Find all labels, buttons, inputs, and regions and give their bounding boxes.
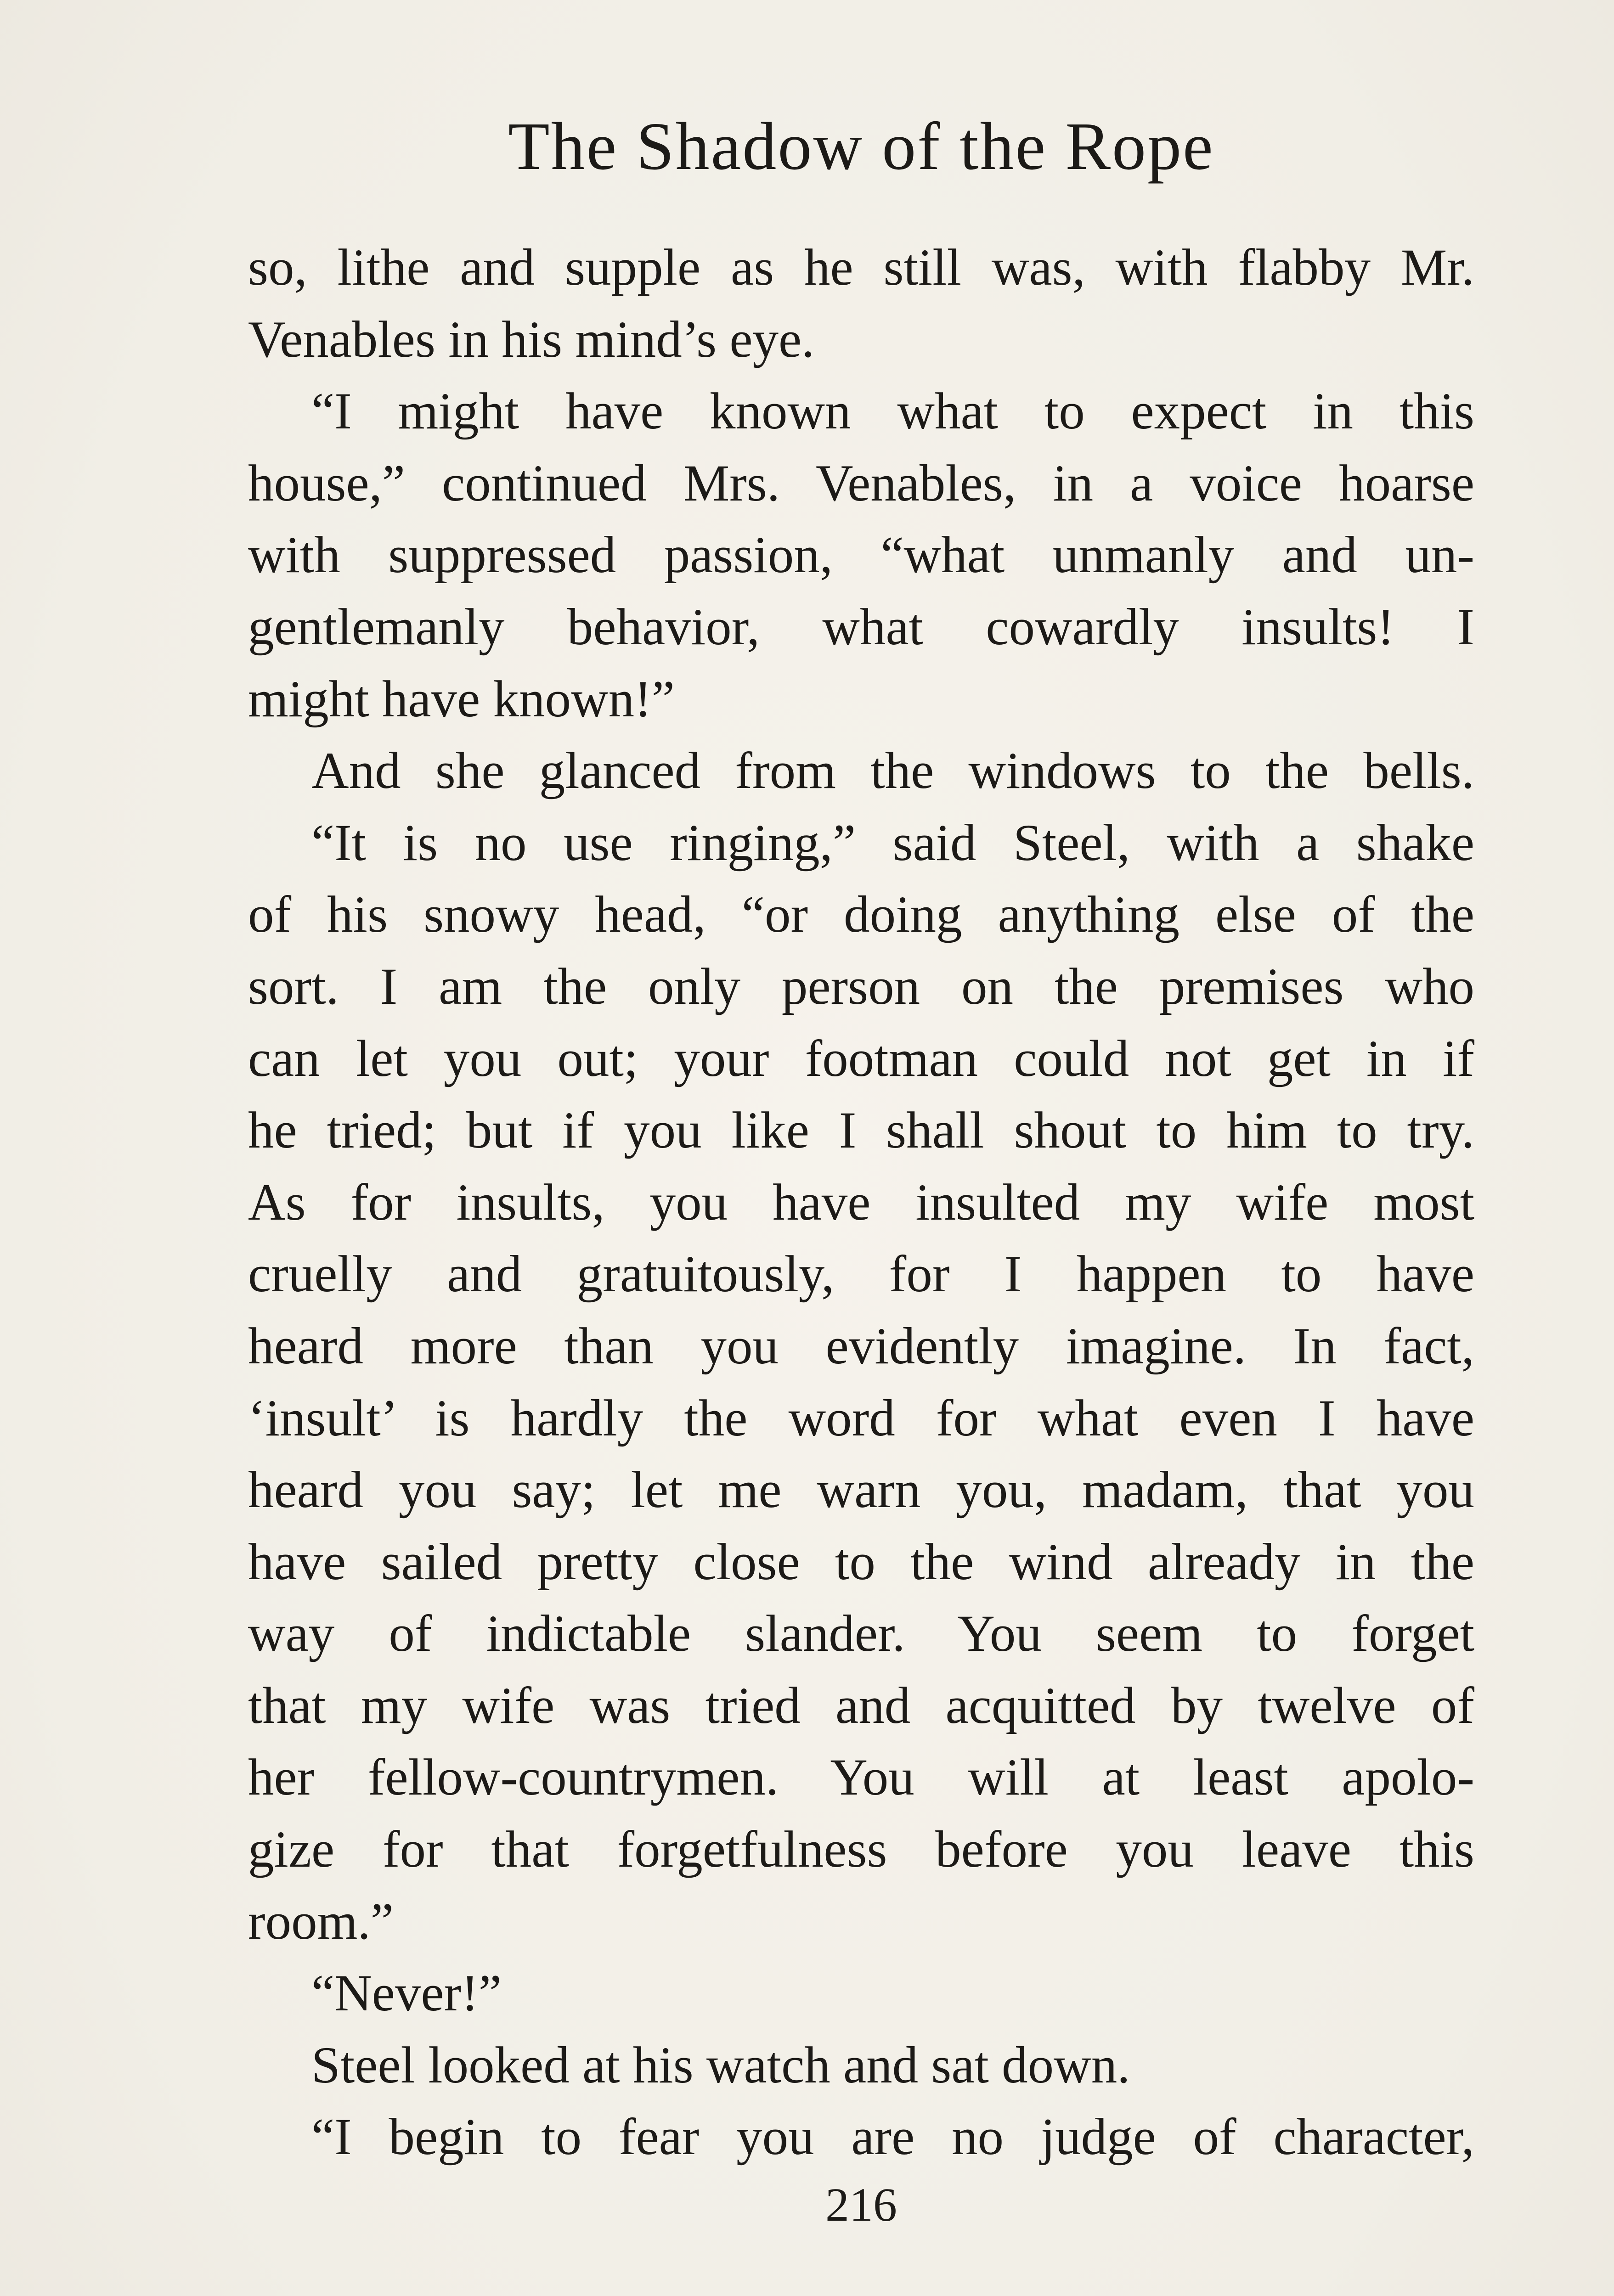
text-line: “It is no use ringing,” said Steel, with a shake — [311, 814, 1474, 872]
body-text — [248, 232, 1474, 2173]
text-line: heard you say; let me warn you, madam, that you — [248, 1461, 1474, 1519]
text-line: gentlemanly behavior, what cowardly insults! I — [248, 598, 1474, 656]
text-line: As for insults, you have insulted my wife most — [248, 1173, 1474, 1231]
text-line: gize for that forgetfulness before you leave this — [248, 1821, 1474, 1879]
text-line: of his snowy head, “or doing anything else of the — [248, 886, 1474, 944]
text-line: so, lithe and supple as he still was, with flabby Mr. — [248, 239, 1474, 296]
text-line: her fellow-countrymen. You will at least apolo- — [248, 1749, 1474, 1806]
text-line: Venables in his mind’s eye. — [248, 310, 815, 368]
text-line: might have known!” — [248, 670, 675, 728]
text-line: cruelly and gratuitously, for I happen to have — [248, 1245, 1474, 1303]
text-line: ‘insult’ is hardly the word for what even I have — [248, 1389, 1474, 1447]
text-line: “I might have known what to expect in this — [311, 383, 1474, 440]
text-line: “Never!” — [311, 1964, 502, 2022]
text-line: can let you out; your footman could not get in if — [248, 1030, 1474, 1087]
text-line: heard more than you evidently imagine. In fact, — [248, 1317, 1474, 1375]
text-line: he tried; but if you like I shall shout to him to try. — [248, 1102, 1474, 1159]
text-line: with suppressed passion, “what unmanly and un- — [248, 526, 1474, 584]
page-number: 216 — [825, 2178, 897, 2231]
text-line: And she glanced from the windows to the bells. — [311, 742, 1474, 800]
text-line: way of indictable slander. You seem to forget — [248, 1605, 1474, 1663]
text-line: that my wife was tried and acquitted by twelve of — [248, 1677, 1474, 1734]
text-line: room.” — [248, 1892, 394, 1950]
text-line: “I begin to fear you are no judge of character, — [311, 2108, 1474, 2166]
text-line: Steel looked at his watch and sat down. — [311, 2036, 1130, 2094]
text-line: have sailed pretty close to the wind already in the — [248, 1533, 1474, 1591]
text-line: sort. I am the only person on the premises who — [248, 957, 1474, 1015]
running-head: The Shadow of the Rope — [508, 109, 1214, 184]
text-line: house,” continued Mrs. Venables, in a voice hoarse — [248, 454, 1474, 512]
